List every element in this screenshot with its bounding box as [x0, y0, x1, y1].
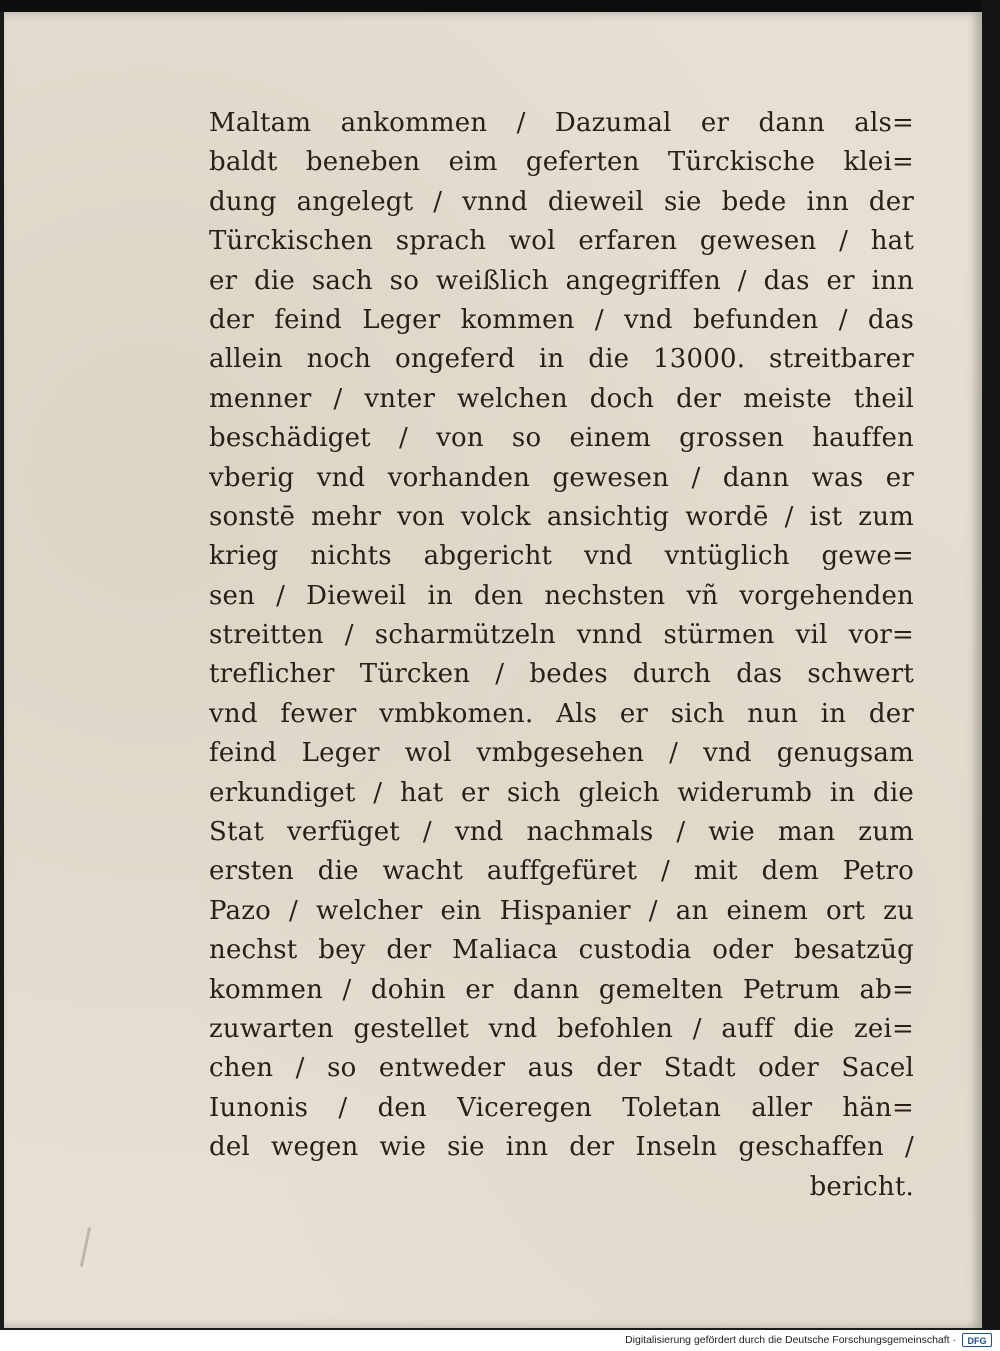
text-line: er die sach so weißlich angegriffen / das er inn: [209, 265, 914, 296]
book-page: [4, 12, 982, 1328]
text-line: vberig vnd vorhanden gewesen / dann was er: [209, 462, 914, 493]
text-line: beschädiget / von so einem grossen hauffen: [209, 423, 914, 454]
text-line: menner / vnter welchen doch der meiste theil: [209, 383, 914, 414]
text-line: nechst bey der Maliaca custodia oder besatzūg: [209, 935, 914, 966]
scan-top-edge: [0, 0, 1000, 12]
text-line: baldt beneben eim geferten Türckische klei=: [209, 147, 914, 178]
text-line: Türckischen sprach wol erfaren gewesen / hat: [209, 226, 914, 257]
text-line: chen / so entweder aus der Stadt oder Sacel: [209, 1053, 914, 1084]
text-line: sen / Dieweil in den nechsten vñ vorgehenden: [209, 580, 914, 611]
catchword: bericht.: [809, 1171, 914, 1202]
text-line: Pazo / welcher ein Hispanier / an einem ort zu: [209, 895, 914, 926]
text-line: vnd fewer vmbkomen. Als er sich nun in der: [209, 698, 914, 729]
text-line: feind Leger wol vmbgesehen / vnd genugsam: [209, 738, 914, 769]
funding-credit: Digitalisierung gefördert durch die Deutsche Forschungsgemeinschaft ·: [625, 1334, 956, 1346]
text-line: streitten / scharmützeln vnnd stürmen vil vor=: [209, 620, 914, 651]
text-line: erkundiget / hat er sich gleich widerumb in die: [209, 777, 914, 808]
text-line: der feind Leger kommen / vnd befunden / das: [209, 304, 914, 335]
text-line: Maltam ankommen / Dazumal er dann als=: [209, 108, 914, 138]
text-line: kommen / dohin er dann gemelten Petrum ab=: [209, 974, 914, 1005]
text-line: del wegen wie sie inn der Inseln geschaffen /: [209, 1132, 914, 1163]
text-line: allein noch ongeferd in die 13000. streitbarer: [209, 344, 914, 375]
text-line: ersten die wacht auffgefüret / mit dem Petro: [209, 856, 914, 887]
pen-mark: [80, 1227, 91, 1267]
page-text-block: [209, 104, 914, 1207]
dfg-logo: DFG: [962, 1333, 992, 1347]
text-line: Iunonis / den Viceregen Toletan aller hän=: [209, 1092, 914, 1123]
text-line: sonstē mehr von volck ansichtig wordē / ist zum: [209, 501, 914, 532]
text-line: zuwarten gestellet vnd befohlen / auff die zei=: [209, 1013, 914, 1044]
text-line: dung angelegt / vnnd dieweil sie bede inn der: [209, 186, 914, 217]
text-line: Stat verfüget / vnd nachmals / wie man zum: [209, 817, 914, 848]
text-line: treflicher Türcken / bedes durch das schwert: [209, 659, 914, 690]
scan-right-edge: [982, 0, 1000, 1330]
text-line: krieg nichts abgericht vnd vntüglich gewe=: [209, 541, 914, 572]
